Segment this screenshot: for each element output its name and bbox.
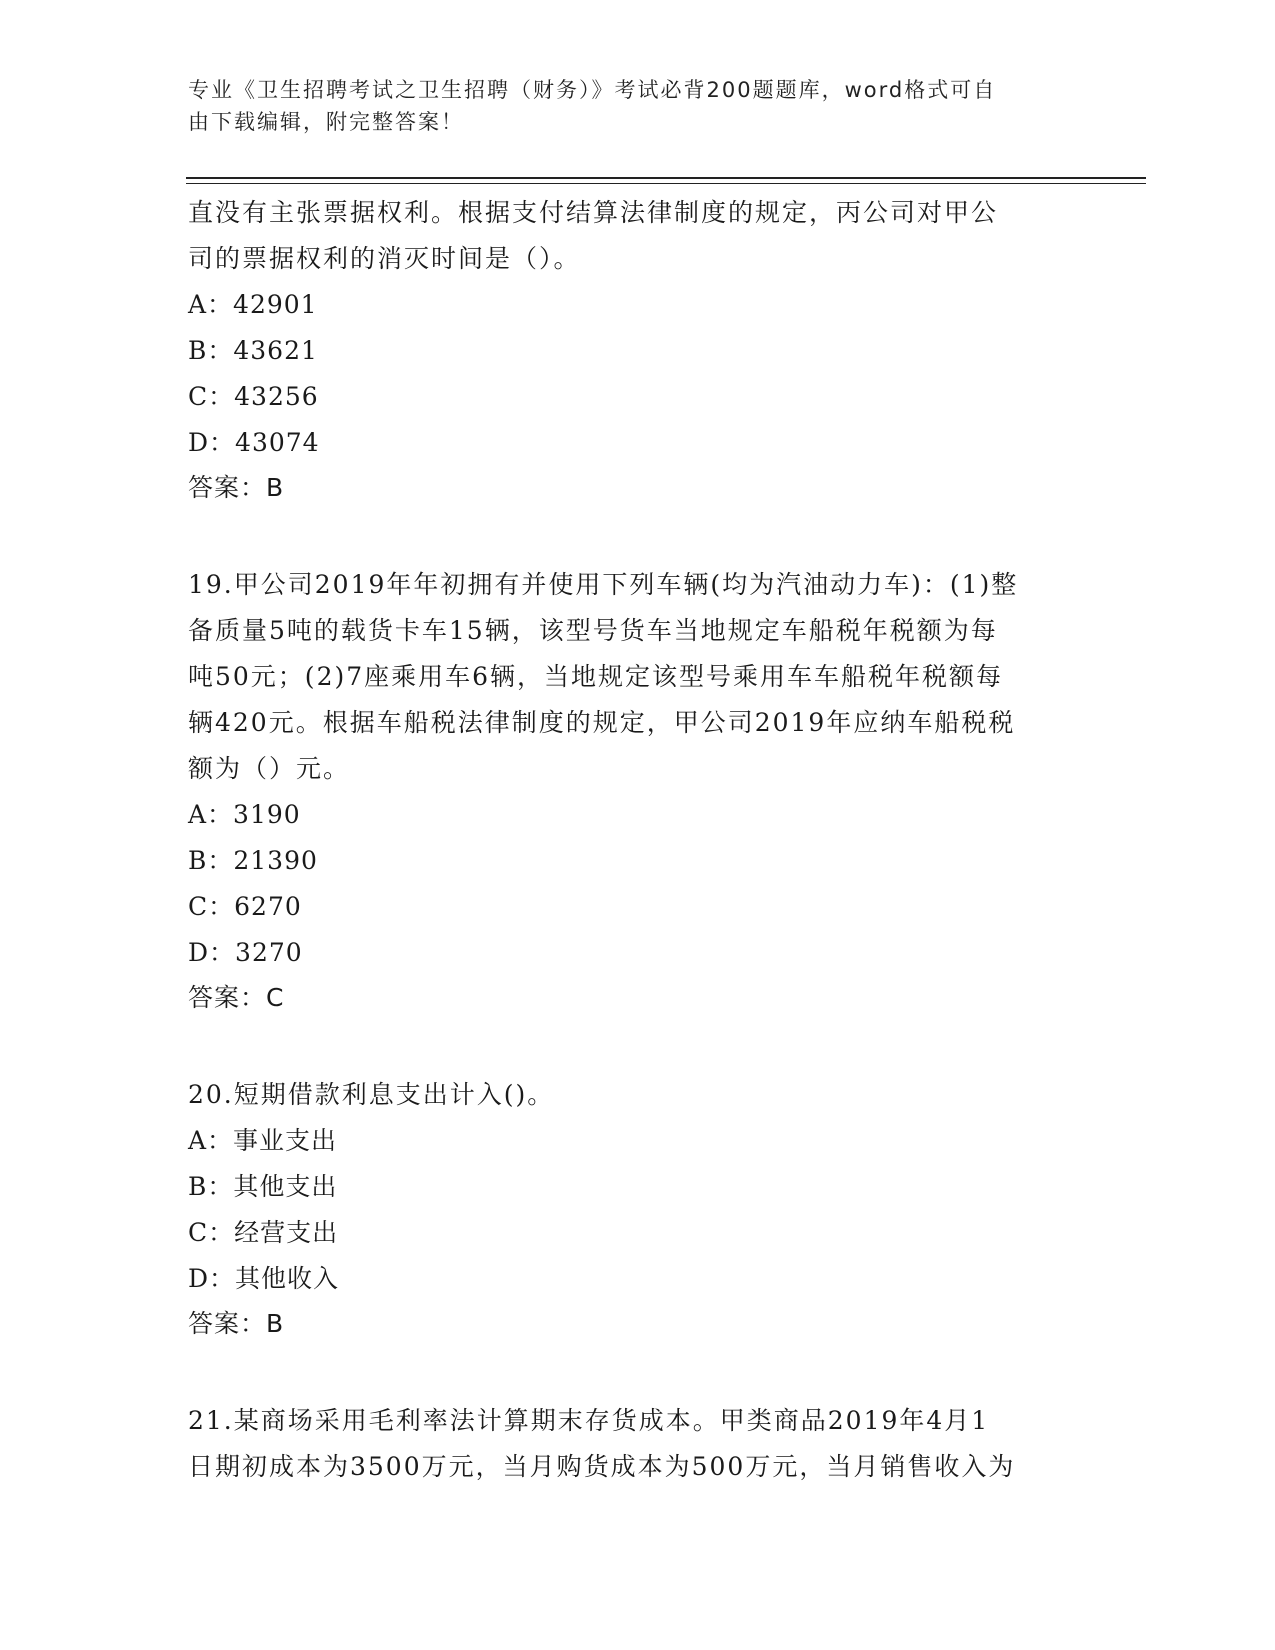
question-stem-line: 直没有主张票据权利。根据支付结算法律制度的规定，丙公司对甲公 [188,198,999,227]
option-c: C：6270 [188,892,302,921]
question-list [188,190,1068,1490]
question-stem-line: 日期初成本为3500万元，当月购货成本为500万元，当月销售收入为 [188,1452,1016,1481]
question-21 [188,1398,1068,1490]
option-c: C：经营支出 [188,1218,339,1247]
option-a: A：42901 [188,290,318,319]
spacer [188,1020,1068,1072]
option-d: D：其他收入 [188,1264,340,1293]
answer-line: 答案：C [188,983,285,1012]
question-stem-line: 20.短期借款利息支出计入()。 [188,1080,555,1109]
question-19 [188,562,1068,1020]
header-line-2: 由下载编辑，附完整答案！ [188,110,464,134]
question-20 [188,1072,1068,1346]
option-d: D：43074 [188,428,320,457]
header-divider-thick [186,177,1146,179]
question-stem-line: 司的票据权利的消灭时间是（）。 [188,244,581,273]
header-line-1: 专业《卫生招聘考试之卫生招聘（财务）》考试必背200题题库，word格式可自 [188,78,997,102]
question-stem-line: 吨50元；(2)7座乘用车6辆，当地规定该型号乘用车车船税年税额每 [188,662,1004,691]
header-divider-thin [186,183,1146,184]
option-b: B：其他支出 [188,1172,338,1201]
option-a: A：事业支出 [188,1126,338,1155]
question-stem-line: 21.某商场采用毛利率法计算期末存货成本。甲类商品2019年4月1 [188,1406,990,1435]
question-stem-line: 辆420元。根据车船税法律制度的规定，甲公司2019年应纳车船税税 [188,708,1016,737]
option-c: C：43256 [188,382,319,411]
option-d: D：3270 [188,938,303,967]
question-18 [188,190,1068,510]
answer-line: 答案：B [188,1309,285,1338]
question-stem-line: 19.甲公司2019年年初拥有并使用下列车辆(均为汽油动力车)：(1)整 [188,570,1019,599]
question-stem-line: 备质量5吨的载货卡车15辆，该型号货车当地规定车船税年税额为每 [188,616,998,645]
option-a: A：3190 [188,800,301,829]
answer-line: 答案：B [188,473,285,502]
option-b: B：21390 [188,846,318,875]
option-b: B：43621 [188,336,318,365]
page-header [188,74,1068,138]
question-stem-line: 额为（）元。 [188,754,351,783]
spacer [188,510,1068,562]
spacer [188,1346,1068,1398]
